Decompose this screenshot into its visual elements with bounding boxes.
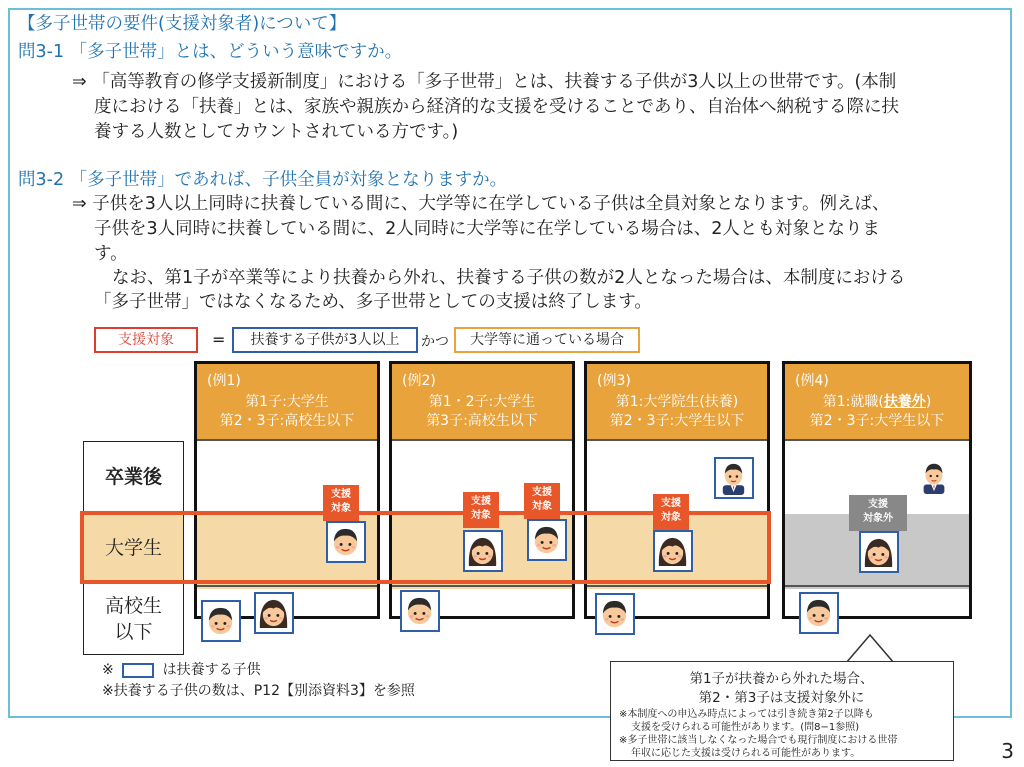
example-4-label: (例4) [795, 373, 829, 389]
answer-3-2-line4: なお、第1子が卒業等により扶養から外れ、扶養する子供の数が2人となった場合は、本制度における [112, 268, 906, 288]
example-3-header [587, 364, 767, 439]
row-label-after-graduation-text: 卒業後 [104, 465, 162, 488]
legend-condition2-box: 大学等に通っている場合 [454, 327, 640, 353]
question-3-2: 問3-2 「多子世帯」であれば、子供全員が対象となりますか。 [18, 170, 508, 190]
boy-face-icon [597, 595, 632, 632]
badge-ex1-line1: 支援 [331, 489, 351, 500]
child-avatar-ex1-hs-b [254, 592, 294, 634]
employed-adult-icon [917, 458, 951, 496]
child-avatar-ex1-university [326, 521, 366, 563]
example-2-line2: 第3子:高校生以下 [426, 413, 538, 429]
boy-face-icon [529, 521, 564, 558]
example-2-divider-top [392, 439, 572, 441]
legend-target-box: 支援対象 [94, 327, 198, 353]
example-3-divider-bottom [587, 585, 767, 587]
legend-condition1-box: 扶養する子供が3人以上 [232, 327, 418, 353]
boy-face-icon [801, 594, 836, 631]
example-4-line2: 第2・3子:大学生以下 [809, 413, 945, 429]
callout-box [610, 661, 954, 761]
callout-small3: ※多子世帯に該当しなくなった場合でも現行制度における世帯 [619, 735, 898, 746]
answer-3-2-line5: 「多子世帯」ではなくなるため、多子世帯としての支援は終了します。 [94, 292, 652, 312]
callout-small2: 支援を受けられる可能性があります。(問8−1参照) [631, 722, 860, 733]
girl-face-icon [256, 594, 291, 631]
note-1-suffix: は扶養する子供 [162, 662, 261, 678]
example-1-line1: 第1子:大学生 [245, 394, 329, 410]
badge-ex2b-line1: 支援 [532, 487, 552, 498]
child-avatar-ex2-university-a [463, 530, 503, 572]
support-target-badge-ex2a [463, 492, 499, 528]
example-4-divider-bottom [785, 585, 969, 587]
badge-ex2a-line1: 支援 [471, 496, 491, 507]
row-label-high-school-line1: 高校生 [104, 595, 162, 617]
row-label-high-school [83, 583, 184, 655]
note-legend-box-icon [122, 663, 154, 678]
child-avatar-ex3-after [714, 457, 754, 499]
child-avatar-ex4-hs [799, 592, 839, 634]
example-1-line2: 第2・3子:高校生以下 [219, 413, 355, 429]
example-1-label: (例1) [207, 373, 241, 389]
boy-face-icon [328, 523, 363, 560]
answer-3-1-line1: ⇒ 「高等教育の修学支援新制度」における「多子世帯」とは、扶養する子供が3人以上の世帯です。(本制 [72, 72, 897, 92]
boy-face-icon [402, 592, 437, 629]
example-2-line1: 第1・2子:大学生 [428, 394, 536, 410]
example-1-divider-bottom [197, 585, 377, 587]
answer-3-2-line3: す。 [94, 244, 128, 264]
example-2-divider-bottom [392, 585, 572, 587]
support-target-badge-ex1 [323, 485, 359, 521]
example-1-divider-top [197, 439, 377, 441]
child-avatar-ex1-hs-a [201, 600, 241, 642]
example-3-label: (例3) [597, 373, 631, 389]
example-2-label: (例2) [402, 373, 436, 389]
girl-face-icon [655, 532, 690, 569]
answer-3-2-line1: ⇒ 子供を3人以上同時に扶養している間に、大学等に在学している子供は全員対象となります。例えば、 [72, 194, 890, 214]
badge-ex1-line2: 対象 [331, 503, 351, 514]
badge-ex3-line1: 支援 [661, 498, 681, 509]
example-4-divider-top [785, 439, 969, 441]
example-4-header [785, 364, 969, 439]
callout-line2: 第2・第3子は支援対象外に [698, 690, 865, 706]
callout-line1: 第1子が扶養から外れた場合、 [689, 671, 874, 687]
child-avatar-ex3-university [653, 530, 693, 572]
legend-equals: = [212, 330, 226, 349]
boy-face-icon [203, 602, 238, 639]
support-target-badge-ex2b [524, 483, 560, 519]
note-1 [102, 659, 261, 679]
badge-ex3-line2: 対象 [661, 512, 681, 523]
example-4-line1-suffix: ) [925, 394, 932, 410]
example-4-line1-prefix: 第1:就職( [822, 394, 884, 410]
note-2: ※扶養する子供の数は、P12【別添資料3】を参照 [102, 683, 415, 699]
question-3-1: 問3-1 「多子世帯」とは、どういう意味ですか。 [18, 42, 403, 62]
answer-3-1-line3: 養する人数としてカウントされている方です。) [94, 122, 459, 142]
not-target-badge-ex4 [849, 495, 907, 531]
row-label-after-graduation [83, 441, 184, 512]
suit-face-icon [716, 459, 751, 496]
row-label-high-school-line2: 以下 [114, 621, 153, 643]
child-avatar-ex3-hs [595, 593, 635, 635]
example-4-line1 [785, 393, 969, 412]
example-3-line2: 第2・3子:大学生以下 [609, 413, 745, 429]
badge-ex4-line2: 対象外 [863, 513, 893, 524]
girl-face-icon [465, 532, 500, 569]
example-3-line1: 第1:大学院生(扶養) [615, 394, 739, 410]
section-title: 【多子世帯の要件(支援対象者)について】 [18, 14, 347, 34]
page-number: 3 [1001, 739, 1014, 763]
example-2-header [392, 364, 572, 439]
support-target-badge-ex3 [653, 494, 689, 530]
child-avatar-ex2-university-b [527, 519, 567, 561]
child-avatar-ex2-hs [400, 590, 440, 632]
answer-3-2-line2: 子供を3人同時に扶養している間に、2人同時に大学等に在学している場合は、2人とも対象となりま [94, 219, 880, 239]
example-3-divider-top [587, 439, 767, 441]
example-4-line1-emph: 扶養外 [883, 394, 926, 410]
girl-face-icon [861, 533, 896, 570]
answer-3-1-line2: 度における「扶養」とは、家族や親族から経済的な支援を受けることであり、自治体へ納税する際に扶 [94, 97, 899, 117]
callout-small4: 年収に応じた支援は受けられる可能性があります。 [631, 748, 861, 759]
child-avatar-ex4-university [859, 531, 899, 573]
badge-ex4-line1: 支援 [868, 499, 888, 510]
note-1-prefix: ※ [102, 662, 114, 678]
callout-small1: ※本制度への申込み時点によっては引き続き第2子以降も [619, 709, 874, 720]
row-label-university-text: 大学生 [104, 536, 162, 559]
example-1-header [197, 364, 377, 439]
legend-and: かつ [421, 334, 449, 350]
badge-ex2a-line2: 対象 [471, 510, 491, 521]
badge-ex2b-line2: 対象 [532, 501, 552, 512]
